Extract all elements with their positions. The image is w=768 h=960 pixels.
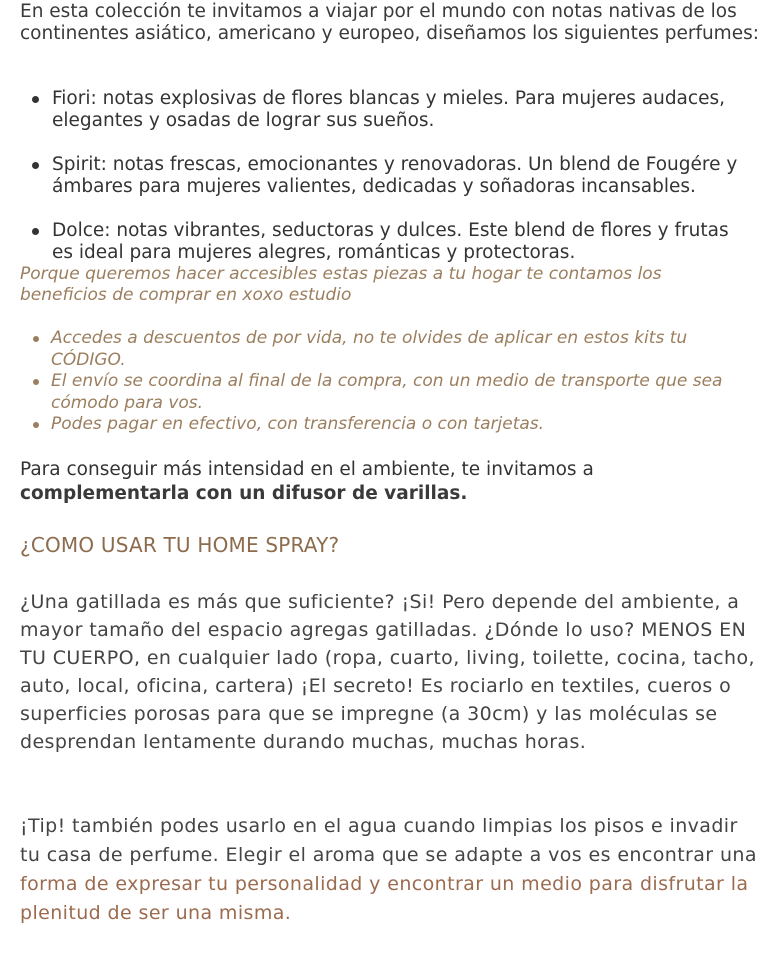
tip-accent-text: forma de expresar tu personalidad y encontrar un medio para disfrutar la plenitud de ser una misma. [20,873,749,924]
section-heading: ¿COMO USAR TU HOME SPRAY? [20,533,340,557]
perfume-list [30,88,750,286]
usage-paragraph: ¿Una gatillada es más que suficiente? ¡Si! Pero depende del ambiente, a mayor tamaño del espacio agregas gatilladas. ¿Dónde lo uso? MENOS EN TU CUERPO, en cualquier lado (ropa, cuarto, living, toilette, cocina, tacho, auto, local, oficina, cartera) ¡El secreto! Es rociarlo en textiles, cueros o superficies porosas para que se impregne (a 30cm) y las moléculas se desprendan lentamente durando muchas, muchas horas. [20,591,755,753]
perfume-item-spirit: Spirit: notas frescas, emocionantes y renovadoras. Un blend de Fougére y ámbares para mujeres valientes, dedicadas y soñadoras incansables. [30,154,750,198]
benefits-list [30,328,750,436]
tip-text: ¡Tip! también podes usarlo en el agua cuando limpias los pisos e invadir tu casa de perfume. Elegir el aroma que se adapte a vos es encontrar una [20,815,757,866]
collection-intro: En esta colección te invitamos a viajar por el mundo con notas nativas de los continentes asiático, americano y europeo, diseñamos los siguientes perfumes: [20,1,759,44]
benefits-intro: Porque queremos hacer accesibles estas piezas a tu hogar te contamos los beneficios de comprar en xoxo estudio [20,264,662,305]
perfume-item-fiori: Fiori: notas explosivas de flores blancas y mieles. Para mujeres audaces, elegantes y osadas de lograr sus sueños. [30,88,750,132]
diffuser-recommendation [20,458,720,506]
perfume-item-dolce: Dolce: notas vibrantes, seductoras y dulces. Este blend de flores y frutas es ideal para mujeres alegres, románticas y protectoras. [30,220,750,264]
benefit-item-discounts: Accedes a descuentos de por vida, no te olvides de aplicar en estos kits tu CÓDIGO. [30,328,750,371]
diffuser-text: Para conseguir más intensidad en el ambiente, te invitamos a [20,459,594,480]
benefit-item-shipping: El envío se coordina al final de la compra, con un medio de transporte que sea cómodo para vos. [30,371,750,414]
benefit-item-payment: Podes pagar en efectivo, con transferencia o con tarjetas. [30,414,750,436]
tip-paragraph [20,812,760,928]
diffuser-bold-text: complementarla con un difusor de varillas. [20,483,468,504]
